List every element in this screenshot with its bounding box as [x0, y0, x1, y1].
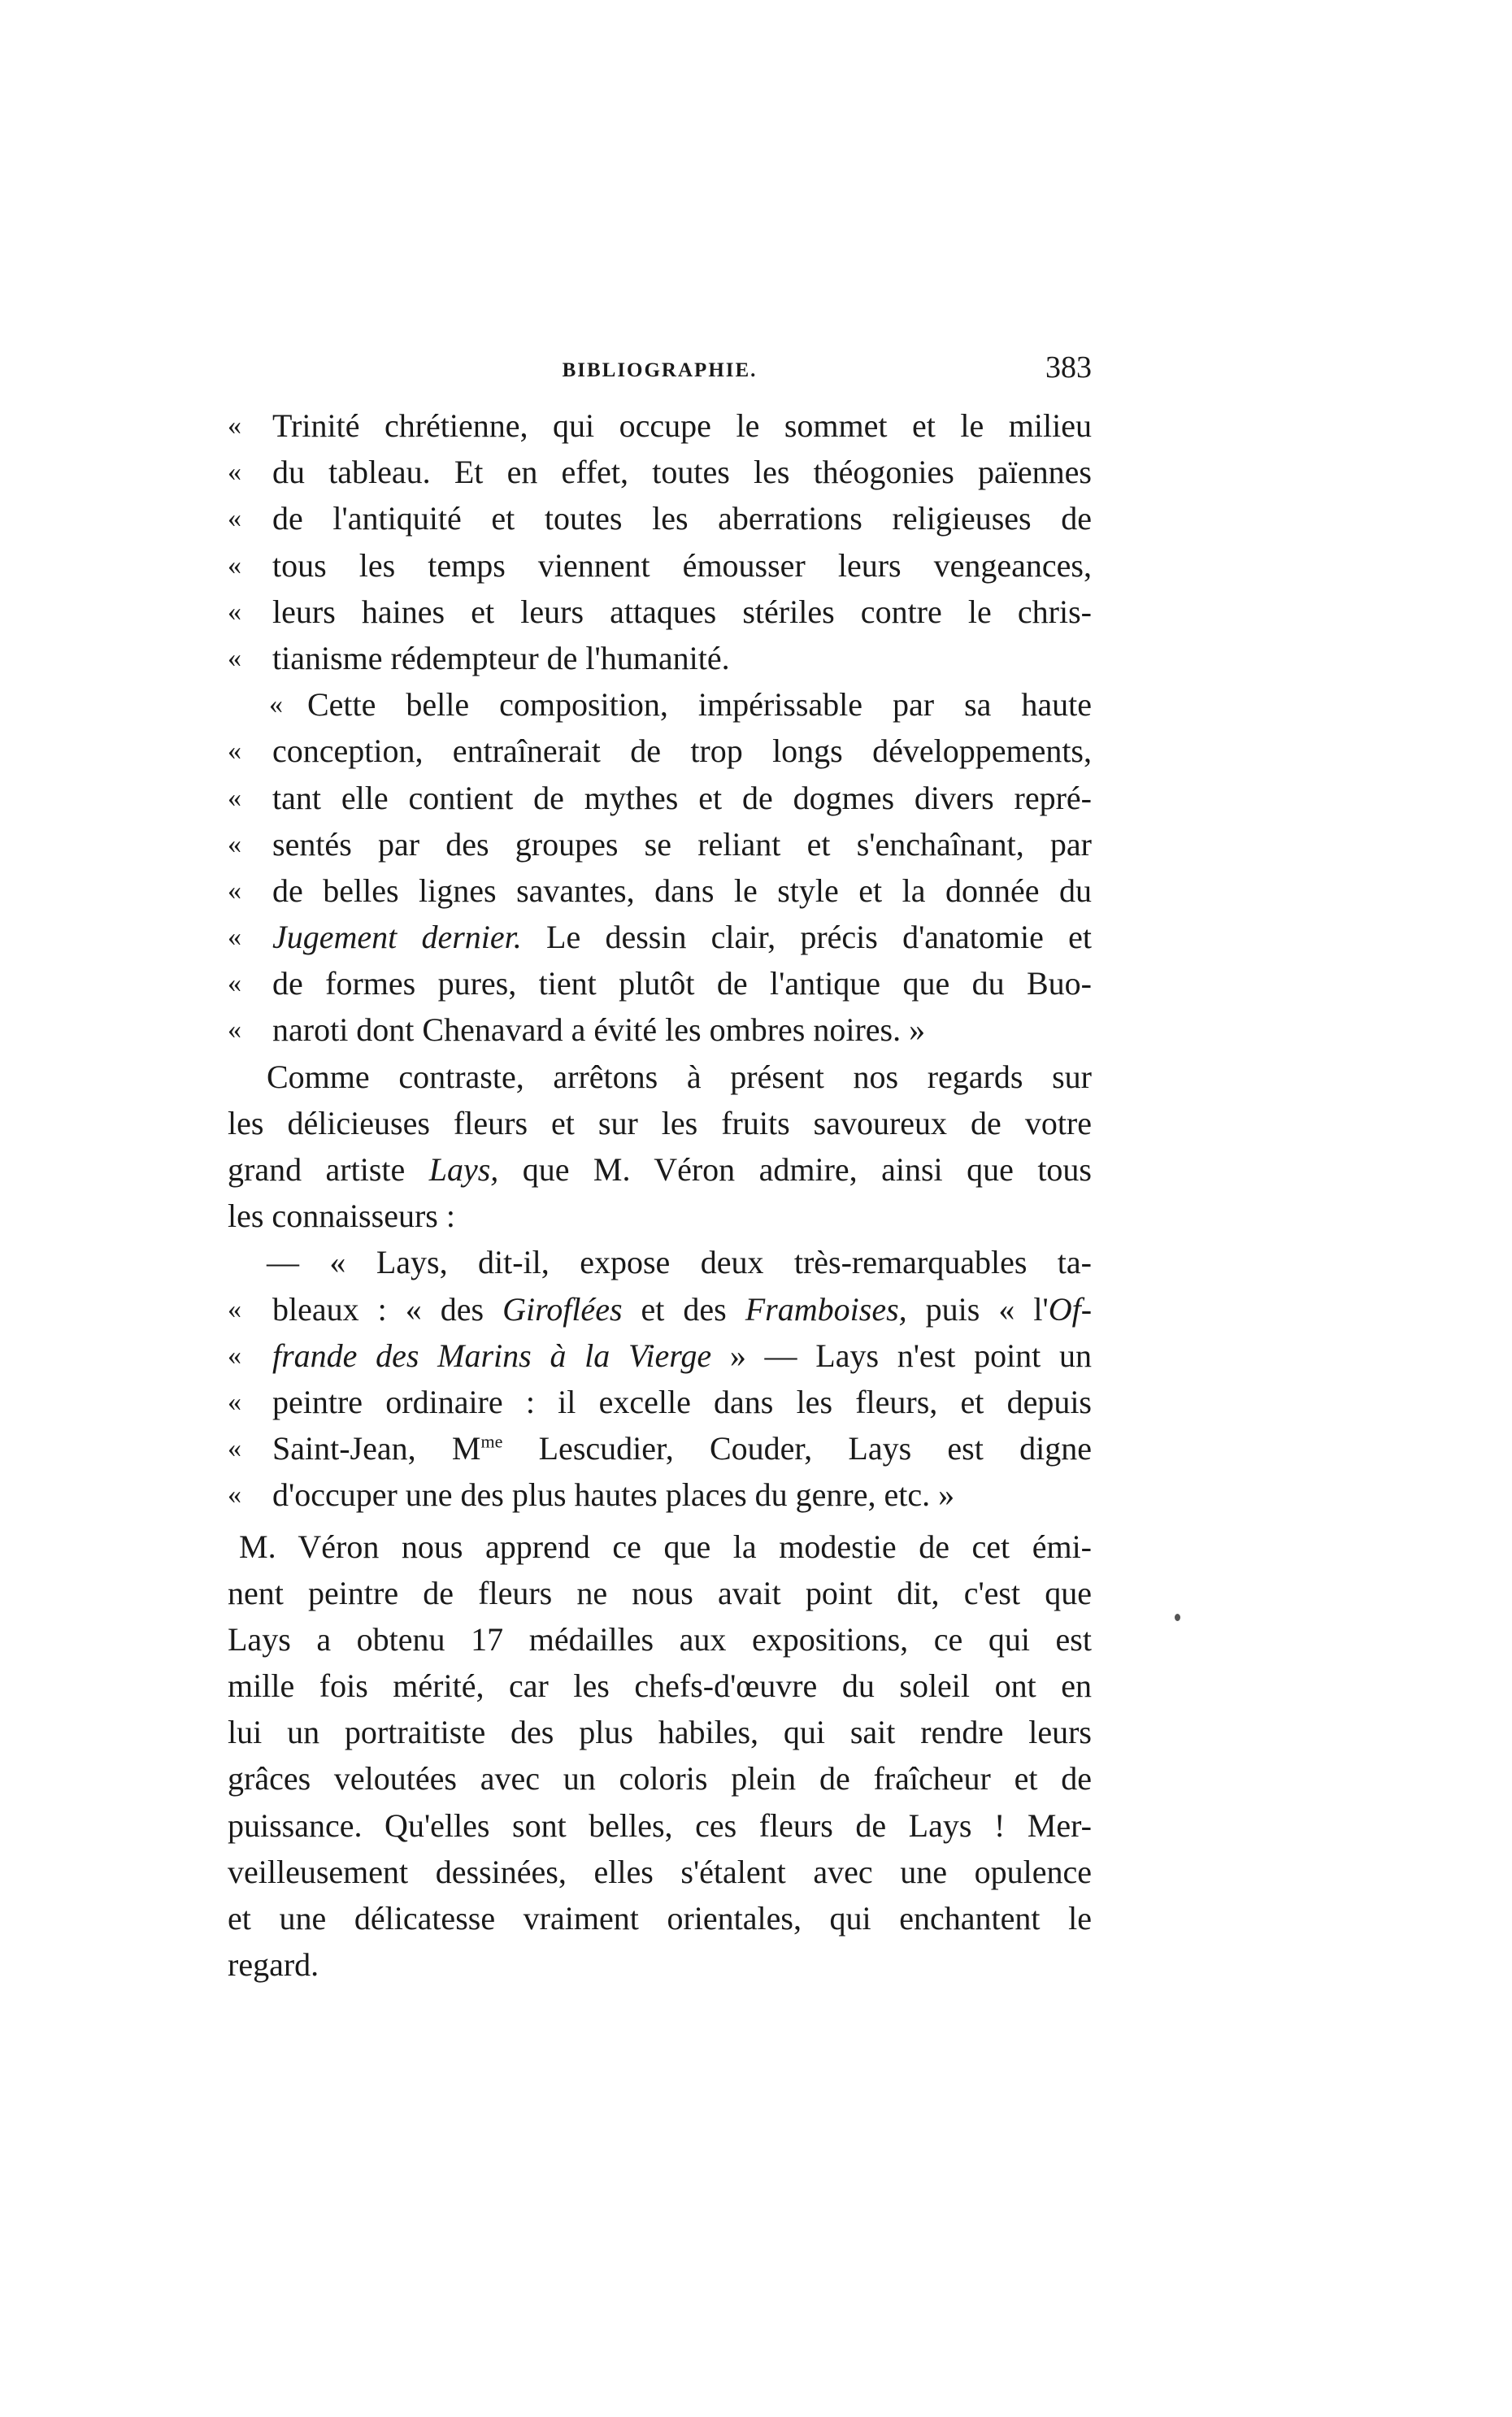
line-text: [272, 960, 1092, 1006]
text-segment: du tableau. Et en effet, toutes les théogonies païennes: [272, 454, 1092, 491]
text-segment: les connaisseurs :: [228, 1198, 455, 1235]
line-text: [272, 1379, 1092, 1425]
italic-text: frande des Marins à la Vierge: [272, 1337, 712, 1374]
text-segment: Trinité chrétienne, qui occupe le sommet et le milieu: [272, 407, 1092, 444]
line-text: [272, 635, 1092, 681]
text-line: [228, 1895, 1092, 1941]
text-segment: de formes pures, tient plutôt de l'antique que du Buo-: [272, 965, 1092, 1002]
text-line: [228, 1663, 1092, 1709]
page-number: 383: [1045, 350, 1092, 385]
quote-mark: «: [269, 689, 283, 720]
line-text: [239, 1524, 1092, 1570]
text-segment: conception, entraînerait de trop longs développements,: [272, 732, 1092, 770]
quote-mark: «: [228, 968, 241, 999]
italic-text: Framboises,: [745, 1290, 907, 1328]
text-segment: lui un portraitiste des plus habiles, qui sait rendre leurs: [228, 1714, 1092, 1751]
line-text: [272, 728, 1092, 774]
italic-text: Giroflées: [502, 1290, 623, 1328]
text-line: [228, 1425, 1092, 1472]
text-segment: tianisme rédempteur de l'humanité.: [272, 639, 730, 676]
text-line: [228, 542, 1092, 589]
text-segment: grand artiste: [228, 1151, 429, 1188]
italic-text: Lays,: [428, 1151, 499, 1188]
quote-mark: «: [228, 503, 241, 534]
text-segment: sentés par des groupes se reliant et s'enchaînant, par: [272, 825, 1092, 863]
text-segment: leurs haines et leurs attaques stériles contre le chris-: [272, 593, 1092, 630]
line-text: [228, 1849, 1092, 1895]
text-line: [228, 1239, 1092, 1285]
line-text: [267, 1054, 1092, 1100]
text-segment: regard.: [228, 1946, 319, 1984]
text-line: [228, 775, 1092, 821]
text-segment: les délicieuses fleurs et sur les fruits savoureux de votre: [228, 1104, 1092, 1141]
text-segment: Comme contraste, arrêtons à présent nos regards sur: [267, 1058, 1092, 1095]
text-line: [228, 589, 1092, 635]
line-text: [272, 449, 1092, 495]
line-text: [272, 775, 1092, 821]
line-text: [228, 1663, 1092, 1709]
line-text: [228, 1616, 1092, 1663]
text-segment: puis « l': [906, 1290, 1049, 1328]
quote-mark: «: [228, 1433, 241, 1464]
line-text: [228, 1802, 1092, 1849]
text-line: [228, 728, 1092, 774]
text-segment: — « Lays, dit-il, expose deux très-remarquables ta-: [267, 1244, 1092, 1281]
text-line: [228, 1146, 1092, 1193]
text-line: [228, 1849, 1092, 1895]
quote-mark: «: [228, 596, 241, 627]
text-segment: et des: [622, 1290, 745, 1328]
line-text: [228, 1941, 1092, 1988]
text-segment: que M. Véron admire, ainsi que tous: [498, 1151, 1092, 1188]
text-line: [228, 1054, 1092, 1100]
line-text: [272, 821, 1092, 867]
italic-text: Jugement dernier.: [272, 919, 522, 956]
line-text: [228, 1709, 1092, 1755]
text-line: [228, 1616, 1092, 1663]
quote-mark: «: [228, 1386, 241, 1417]
text-segment: Le dessin clair, précis d'anatomie et: [521, 919, 1092, 956]
body-text: [228, 402, 1092, 1988]
quote-mark: «: [228, 1480, 241, 1511]
line-text: [272, 589, 1092, 635]
page-header: [228, 350, 1092, 390]
text-segment: Lays a obtenu 17 médailles aux expositions, ce qui est: [228, 1620, 1092, 1658]
quote-mark: «: [228, 736, 241, 767]
text-line: [228, 1709, 1092, 1755]
text-line: [228, 1472, 1092, 1518]
line-text: [267, 1239, 1092, 1285]
text-line: [228, 1286, 1092, 1332]
text-segment: nent peintre de fleurs ne nous avait point dit, c'est que: [228, 1574, 1092, 1611]
text-line: [228, 960, 1092, 1006]
text-segment: bleaux : « des: [272, 1290, 503, 1328]
line-text: [228, 1570, 1092, 1616]
text-line: [228, 1802, 1092, 1849]
text-line: [228, 681, 1092, 728]
italic-text: Of-: [1048, 1290, 1093, 1328]
text-line: [228, 1379, 1092, 1425]
text-line: [228, 914, 1092, 960]
quote-mark: «: [228, 782, 241, 813]
line-text: [272, 867, 1092, 914]
text-line: [228, 1755, 1092, 1802]
text-line: [228, 495, 1092, 541]
text-segment: » — Lays n'est point un: [711, 1337, 1092, 1374]
text-segment: Lescudier, Couder, Lays est digne: [502, 1430, 1093, 1467]
text-line: [228, 821, 1092, 867]
text-segment: Saint-Jean, M: [272, 1430, 481, 1467]
text-segment: puissance. Qu'elles sont belles, ces fleurs de Lays ! Mer-: [228, 1806, 1092, 1844]
text-segment: de belles lignes savantes, dans le style et la donnée du: [272, 872, 1092, 909]
text-line: [228, 635, 1092, 681]
quote-mark: «: [228, 642, 241, 673]
running-title: BIBLIOGRAPHIE.: [562, 359, 758, 381]
quote-mark: «: [228, 875, 241, 906]
text-line: [228, 1941, 1092, 1988]
text-segment: veilleusement dessinées, elles s'étalent avec une opulence: [228, 1853, 1092, 1890]
quote-mark: «: [228, 1293, 241, 1324]
text-segment: grâces veloutées avec un coloris plein de fraîcheur et de: [228, 1760, 1092, 1798]
line-text: [228, 1755, 1092, 1802]
text-segment: et une délicatesse vraiment orientales, qui enchantent le: [228, 1900, 1092, 1937]
text-line: [228, 1332, 1092, 1379]
text-line: [228, 867, 1092, 914]
text-line: [228, 1193, 1092, 1239]
line-text: [228, 1146, 1092, 1193]
line-text: [272, 402, 1092, 449]
line-text: [228, 1100, 1092, 1146]
print-speck: [1175, 1614, 1180, 1621]
text-segment: me: [480, 1431, 503, 1452]
text-line: [228, 1570, 1092, 1616]
quote-mark: «: [228, 411, 241, 441]
line-text: [272, 1006, 1092, 1053]
line-text: [307, 681, 1092, 728]
text-line: [228, 449, 1092, 495]
quote-mark: «: [228, 1015, 241, 1045]
quote-mark: «: [228, 457, 241, 488]
text-segment: naroti dont Chenavard a évité les ombres noires. »: [272, 1011, 926, 1049]
text-segment: Cette belle composition, impérissable par sa haute: [307, 686, 1092, 724]
text-segment: d'occuper une des plus hautes places du genre, etc. »: [272, 1476, 955, 1514]
quote-mark: «: [228, 550, 241, 580]
text-segment: peintre ordinaire : il excelle dans les fleurs, et depuis: [272, 1383, 1092, 1420]
text-line: [228, 402, 1092, 449]
line-text: [272, 1425, 1092, 1472]
line-text: [272, 1472, 1092, 1518]
quote-mark: «: [228, 922, 241, 953]
line-text: [272, 1286, 1092, 1332]
line-text: [272, 495, 1092, 541]
text-segment: de l'antiquité et toutes les aberrations religieuses de: [272, 500, 1092, 537]
line-text: [228, 1193, 1092, 1239]
text-line: [228, 1006, 1092, 1053]
text-segment: tous les temps viennent émousser leurs vengeances,: [272, 546, 1092, 584]
text-segment: mille fois mérité, car les chefs-d'œuvre du soleil ont en: [228, 1667, 1092, 1705]
quote-mark: «: [228, 1340, 241, 1371]
quote-mark: «: [228, 828, 241, 859]
text-segment: tant elle contient de mythes et de dogmes divers repré-: [272, 779, 1092, 816]
text-line: [228, 1524, 1092, 1570]
line-text: [272, 914, 1092, 960]
text-line: [228, 1100, 1092, 1146]
line-text: [272, 542, 1092, 589]
line-text: [228, 1895, 1092, 1941]
text-segment: M. Véron nous apprend ce que la modestie de cet émi-: [239, 1528, 1092, 1565]
line-text: [272, 1332, 1092, 1379]
